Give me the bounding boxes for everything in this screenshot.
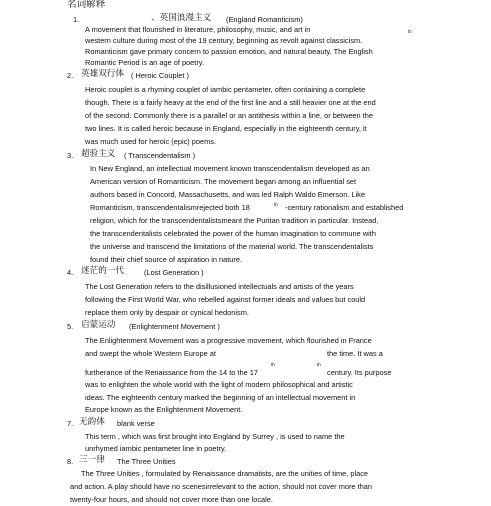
item-4-line-1: The Lost Generation refers to the disillusioned intellectuals and artists of the years xyxy=(85,282,354,291)
item-3-line-5: religion, which for the transcendentalistsmeant the Puritan tradition in particular. Instead, xyxy=(90,216,379,225)
item-1-line-4: Romantic Period is an age of poetry. xyxy=(85,58,204,67)
item-5-line-3a: furtherance of the Renaissance from the 14 to the 17 xyxy=(85,368,258,377)
item-2-line-3: of the second. Commonly there is a parallel or an antithesis within a line, or between the xyxy=(85,111,373,120)
item-8-heading-en: The Three Unities xyxy=(117,457,176,466)
item-5-line-2a: and swept the whole Western Europe at xyxy=(85,349,216,358)
item-5-line-3b: century. Its purpose xyxy=(327,368,392,377)
item-1-number: 1. xyxy=(73,15,80,24)
item-5-heading-cn: 启蒙运动 xyxy=(81,320,116,330)
item-8-number: 8. xyxy=(67,457,74,466)
item-1-line-2: western culture during most of the 19 century, beginning as revolt against classicism. xyxy=(85,36,363,45)
item-3-line-4a: Romanticism, transcendentalismrejected both 18 xyxy=(90,203,250,212)
item-7-heading-en: blank verse xyxy=(117,419,155,428)
item-2-number: 2. xyxy=(67,71,74,80)
item-3-line-6: the transcendentalists celebrated the power of the human imagination to commune with xyxy=(90,229,376,238)
item-4-line-2: following the First World War, who rebelled against former ideals and values but could xyxy=(85,295,366,304)
item-5-superscript-b: th xyxy=(317,362,321,367)
item-5-heading-en: (Enlightenment Movement ) xyxy=(129,322,220,331)
item-7-number: 7. xyxy=(67,419,74,428)
item-2-heading-cn: 英雄双行体 xyxy=(81,69,124,79)
item-2-heading-en: ( Heroic Couplet ) xyxy=(131,71,189,80)
item-2-line-2: though. There is a fairly heavy at the end of the first line and a still heavier one at the end xyxy=(85,98,376,107)
item-8-line-2: and action. A play should have no scenesirrelevant to the action, should not cover more than xyxy=(70,482,372,491)
item-3-line-2: American version of Romanticism. The movement began among an influential set xyxy=(90,177,357,186)
item-5-line-1: The Enlightenment Movement was a progressive movement, which flourished in France xyxy=(85,336,372,345)
item-5-line-4: was to enlighten the whole world with the light of modern philosophical and artistic xyxy=(85,380,353,389)
item-2-line-1: Heroic couplet is a rhyming couplet of iambic pentameter, often containing a complete xyxy=(85,85,366,94)
item-3-heading-en: ( Transcendentalism ) xyxy=(124,151,196,160)
item-4-number: 4. xyxy=(67,268,74,277)
item-2-line-4: two lines. It is called heroic because in England, especially in the eighteenth century, it xyxy=(85,124,367,133)
item-1-heading-en: (England Romanticism) xyxy=(226,15,303,24)
item-3-line-1: In New England, an intellectual movement known transcendentalism developed as an xyxy=(90,164,370,173)
item-7-line-2: unrhymed iambic pentameter line in poetry. xyxy=(85,444,227,453)
item-8-line-3: twenty-four hours, and should not cover more than one locale. xyxy=(70,495,273,504)
item-5-line-5: ideas. The eighteenth century marked the beginning of an intellectual movement in xyxy=(85,393,356,402)
page-title: 名词解释 xyxy=(67,0,106,10)
item-1-superscript: th xyxy=(408,29,412,34)
item-3-heading-cn: 超验主义 xyxy=(81,149,116,159)
item-4-heading-en: (Lost Generation ) xyxy=(144,268,204,277)
item-1-line-3: Romanticism gave primary concern to passion emotion, and natural beauty. The English xyxy=(85,47,373,56)
item-1-heading-cn: 、英国浪漫主义 xyxy=(151,13,212,23)
item-3-superscript: th xyxy=(274,202,278,207)
item-3-line-3: authors based in Concord, Massachusetts, and was led Ralph Waldo Emerson. Like xyxy=(90,190,365,199)
item-2-line-5: was much used for heroic (epic) poems. xyxy=(85,137,217,146)
item-3-line-7: the universe and transcend the limitations of the material world. The transcendentalists xyxy=(90,242,374,251)
item-4-heading-cn: 迷茫的一代 xyxy=(81,266,124,276)
item-5-line-2b: the time. It was a xyxy=(327,349,383,358)
item-8-heading-cn: 三一律 xyxy=(79,455,105,465)
item-1-line-1: A movement that flourished in literature, philosophy, music, and art in xyxy=(85,25,311,34)
item-4-line-3: replace them only by despair or cynical hedonism. xyxy=(85,308,249,317)
item-5-number: 5. xyxy=(67,322,74,331)
item-8-line-1: The Three Unities , formulated by Renaissance dramatists, are the unities of time, place xyxy=(81,469,369,478)
item-7-heading-cn: 无韵体 xyxy=(79,417,105,427)
item-5-superscript-a: th xyxy=(271,362,275,367)
item-3-line-4b: -century rationalism and established xyxy=(285,203,404,212)
item-7-line-1: This term , which was first brought into England by Surrey , is used to name the xyxy=(85,432,345,441)
item-3-line-8: found their chief source of aspiration in nature. xyxy=(90,255,243,264)
item-3-number: 3. xyxy=(67,151,74,160)
item-5-line-6: Europe known as the Enlightenment Movement. xyxy=(85,405,243,414)
